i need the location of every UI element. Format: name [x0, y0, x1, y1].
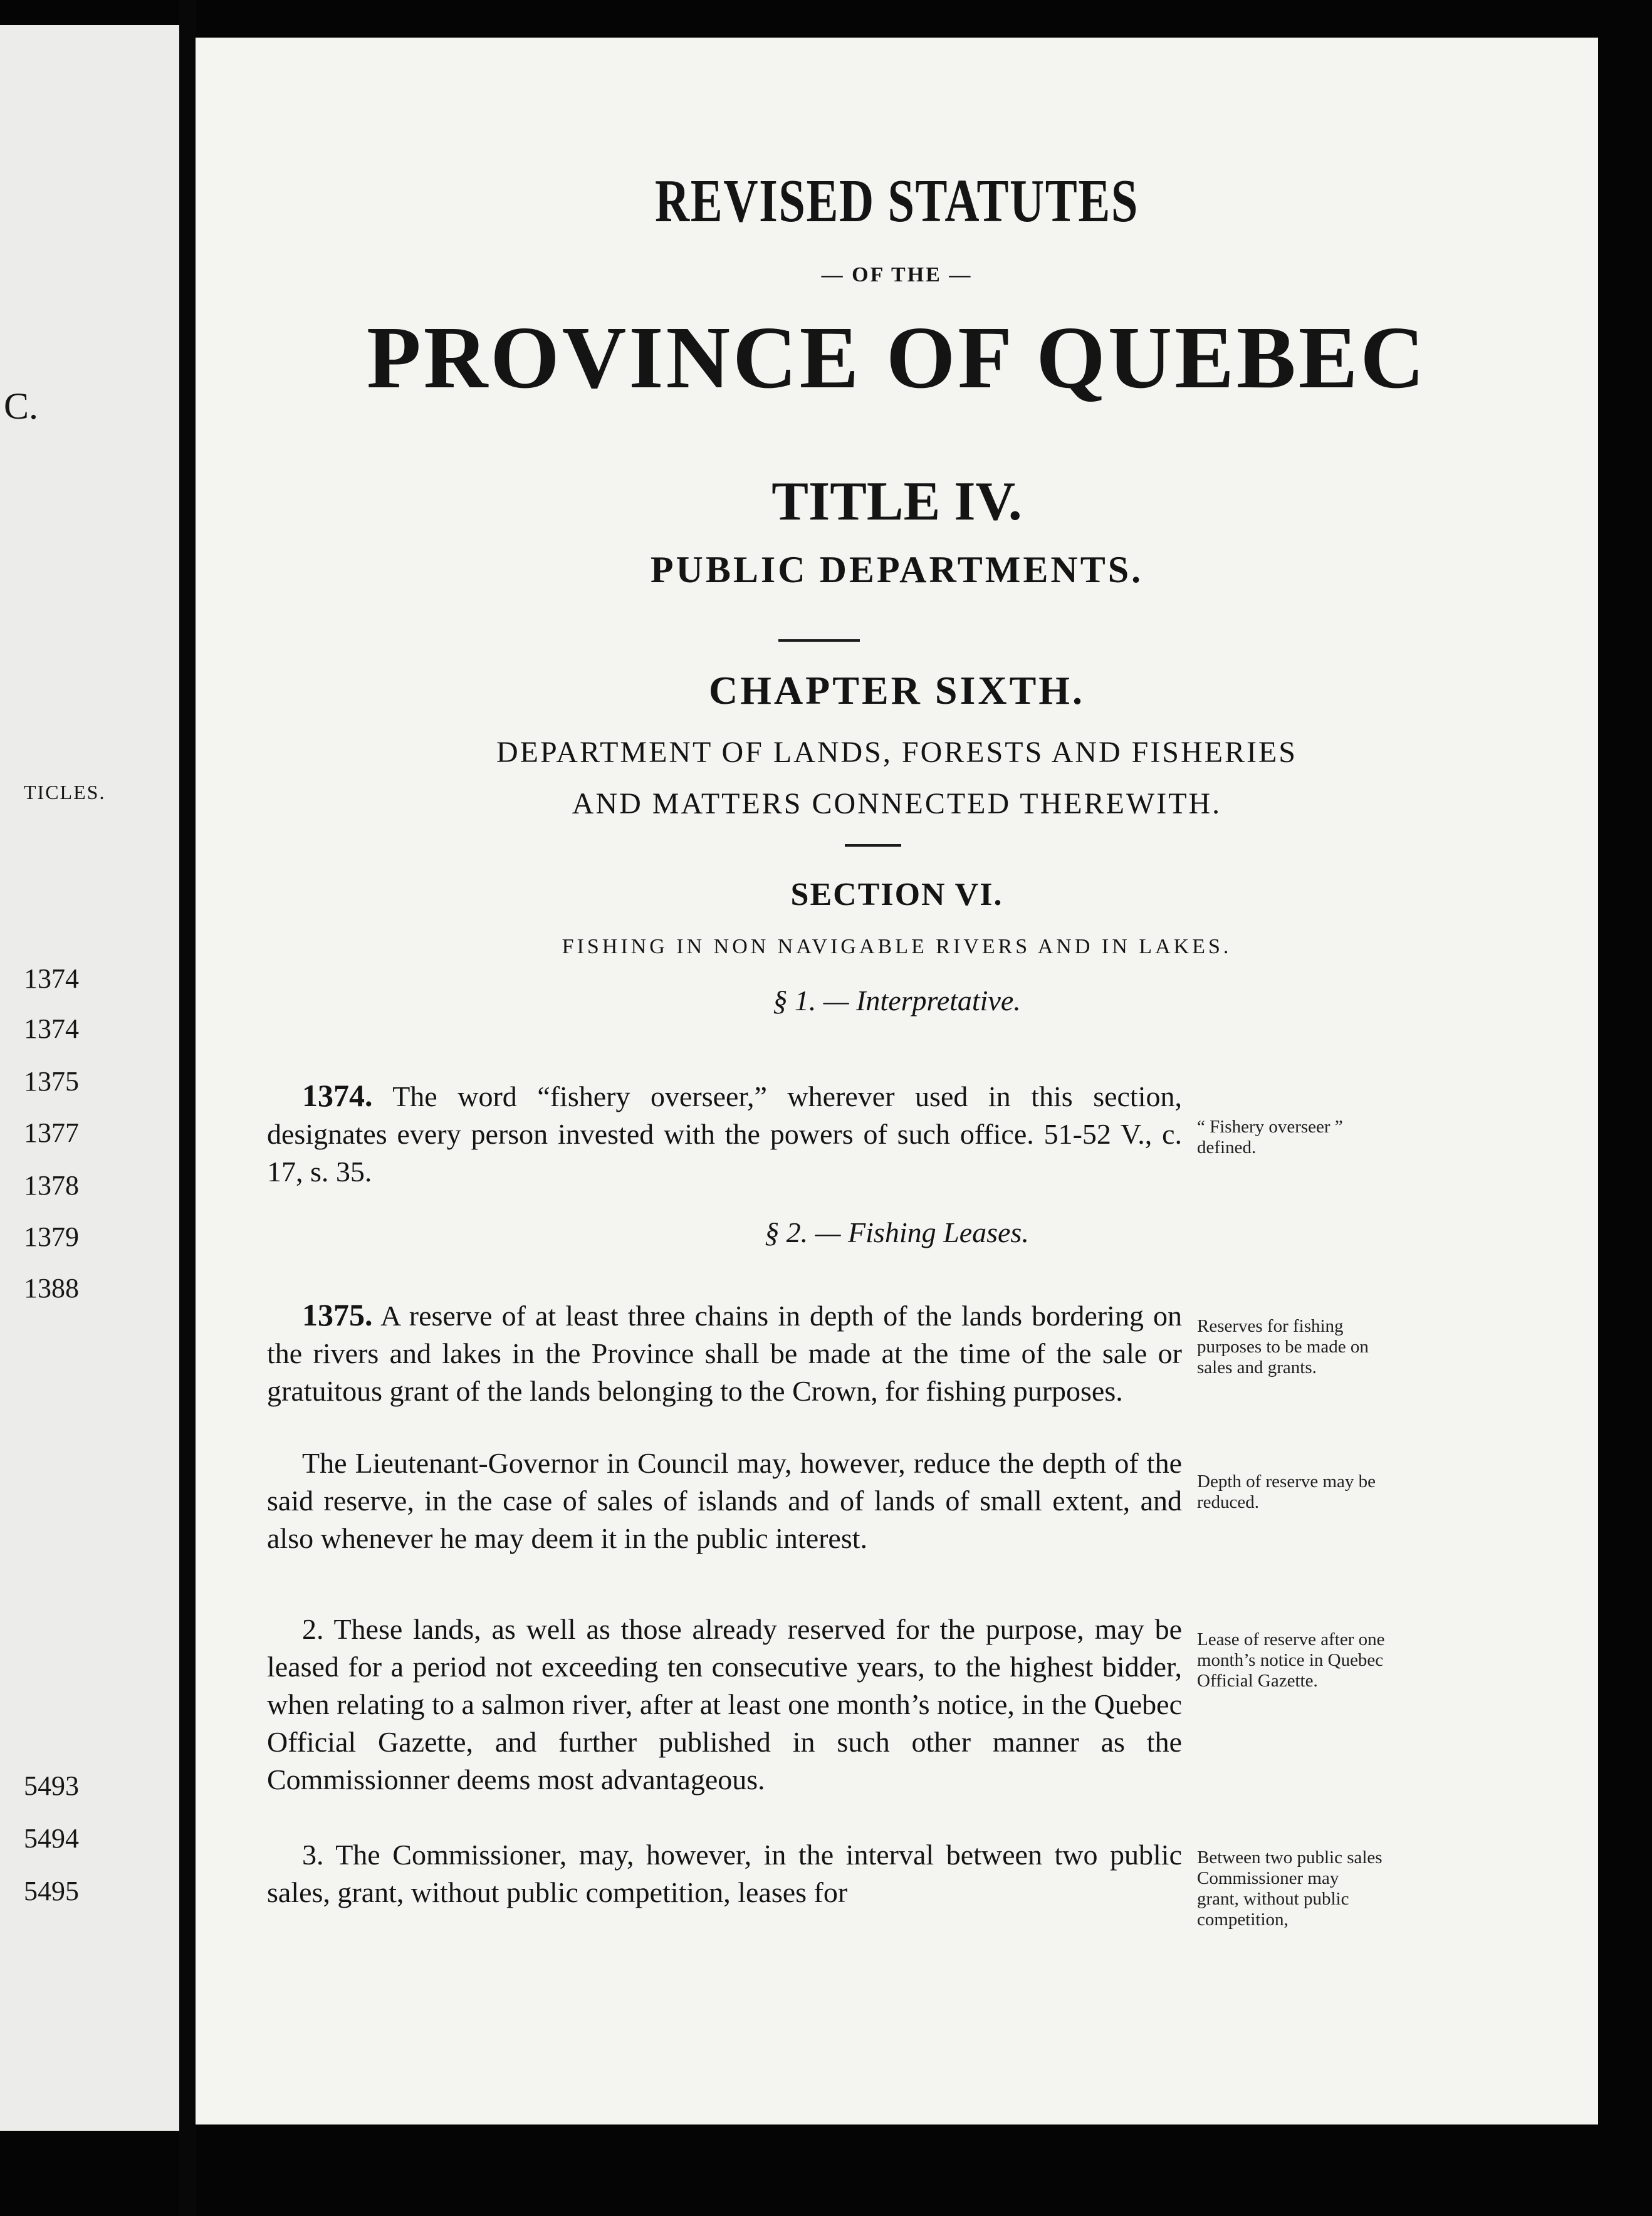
article-1375-paragraph: 2. These lands, as well as those already reserved for the purpose, may be leased for a period not exceeding ten consecutive years, to the highest bidder, when relating to a salmon river, after at least one month’s notice, in the Quebec Official Gazette, and further published in such other manner as the Commissionner deems most advantageous. — [267, 1613, 1182, 1795]
facing-article-number: 1375 — [24, 1066, 79, 1097]
facing-article-number: 1388 — [24, 1273, 79, 1304]
facing-page-fragment-c: C. — [4, 385, 39, 427]
facing-article-number: 5494 — [24, 1823, 79, 1854]
subsection-heading-interpretative: § 1. — Interpretative. — [773, 985, 1021, 1017]
heading-chapter: CHAPTER SIXTH. — [708, 668, 1085, 713]
article-number: 1374. — [302, 1078, 373, 1113]
facing-article-number: 1379 — [24, 1221, 79, 1252]
facing-article-number: 1374 — [24, 1013, 79, 1044]
divider-rule — [845, 844, 901, 847]
heading-revised-statutes: REVISED STATUTES — [655, 167, 1139, 235]
article-1375 — [267, 1296, 1182, 1410]
heading-province-of-quebec: PROVINCE OF QUEBEC — [367, 308, 1427, 407]
subsection-heading-fishing-leases: § 2. — Fishing Leases. — [765, 1216, 1029, 1248]
margin-note: Between two public sales Commissioner may grant, without public competition, — [1197, 1848, 1383, 1930]
article-text: The word “fishery overseer,” wherever used in this section, designates every person invested with the powers of such office. 51-52 V., c. 17, s. 35. — [267, 1080, 1182, 1188]
statute-page — [196, 38, 1598, 2125]
margin-note: Lease of reserve after one month’s notice in Quebec Official Gazette. — [1197, 1629, 1385, 1691]
heading-department-line-1: DEPARTMENT OF LANDS, FORESTS AND FISHERIES — [496, 736, 1297, 769]
article-1375-paragraph: 3. The Commissioner, may, however, in the interval between two public sales, grant, without public competition, leases for — [267, 1839, 1182, 1908]
facing-page-fragment-ticles: TICLES. — [24, 781, 106, 803]
article-text: A reserve of at least three chains in depth of the lands bordering on the rivers and lakes in the Province shall be made at the time of the sale or gratuitous grant of the lands belonging to the Crown, for fishing purposes. — [267, 1300, 1182, 1407]
article-number: 1375. — [302, 1297, 373, 1332]
facing-article-number: 1378 — [24, 1170, 79, 1201]
article-1374 — [267, 1077, 1182, 1191]
heading-department-line-2: AND MATTERS CONNECTED THEREWITH. — [572, 787, 1222, 820]
heading-section-subtitle: FISHING IN NON NAVIGABLE RIVERS AND IN LAKES. — [562, 935, 1232, 958]
book-gutter — [179, 0, 196, 2216]
article-1375-paragraph: The Lieutenant-Governor in Council may, however, reduce the depth of the said reserve, in the case of sales of islands and of lands of small extent, and also whenever he may deem it in the public interest. — [267, 1447, 1182, 1554]
margin-note: “ Fishery overseer ” defined. — [1197, 1117, 1343, 1158]
facing-article-number: 5493 — [24, 1770, 79, 1801]
heading-section: SECTION VI. — [790, 877, 1003, 912]
facing-article-number: 5495 — [24, 1876, 79, 1906]
heading-title-number: TITLE IV. — [771, 471, 1022, 532]
margin-note: Depth of reserve may be reduced. — [1197, 1471, 1376, 1512]
margin-note: Reserves for fishing purposes to be made on sales and grants. — [1197, 1316, 1369, 1377]
heading-title-name: PUBLIC DEPARTMENTS. — [650, 549, 1144, 590]
facing-article-number: 1377 — [24, 1117, 79, 1148]
facing-article-number: 1374 — [24, 963, 79, 994]
heading-of-the: — OF THE — — [821, 263, 973, 286]
divider-rule — [778, 639, 860, 642]
facing-page-fragment — [0, 25, 179, 2131]
